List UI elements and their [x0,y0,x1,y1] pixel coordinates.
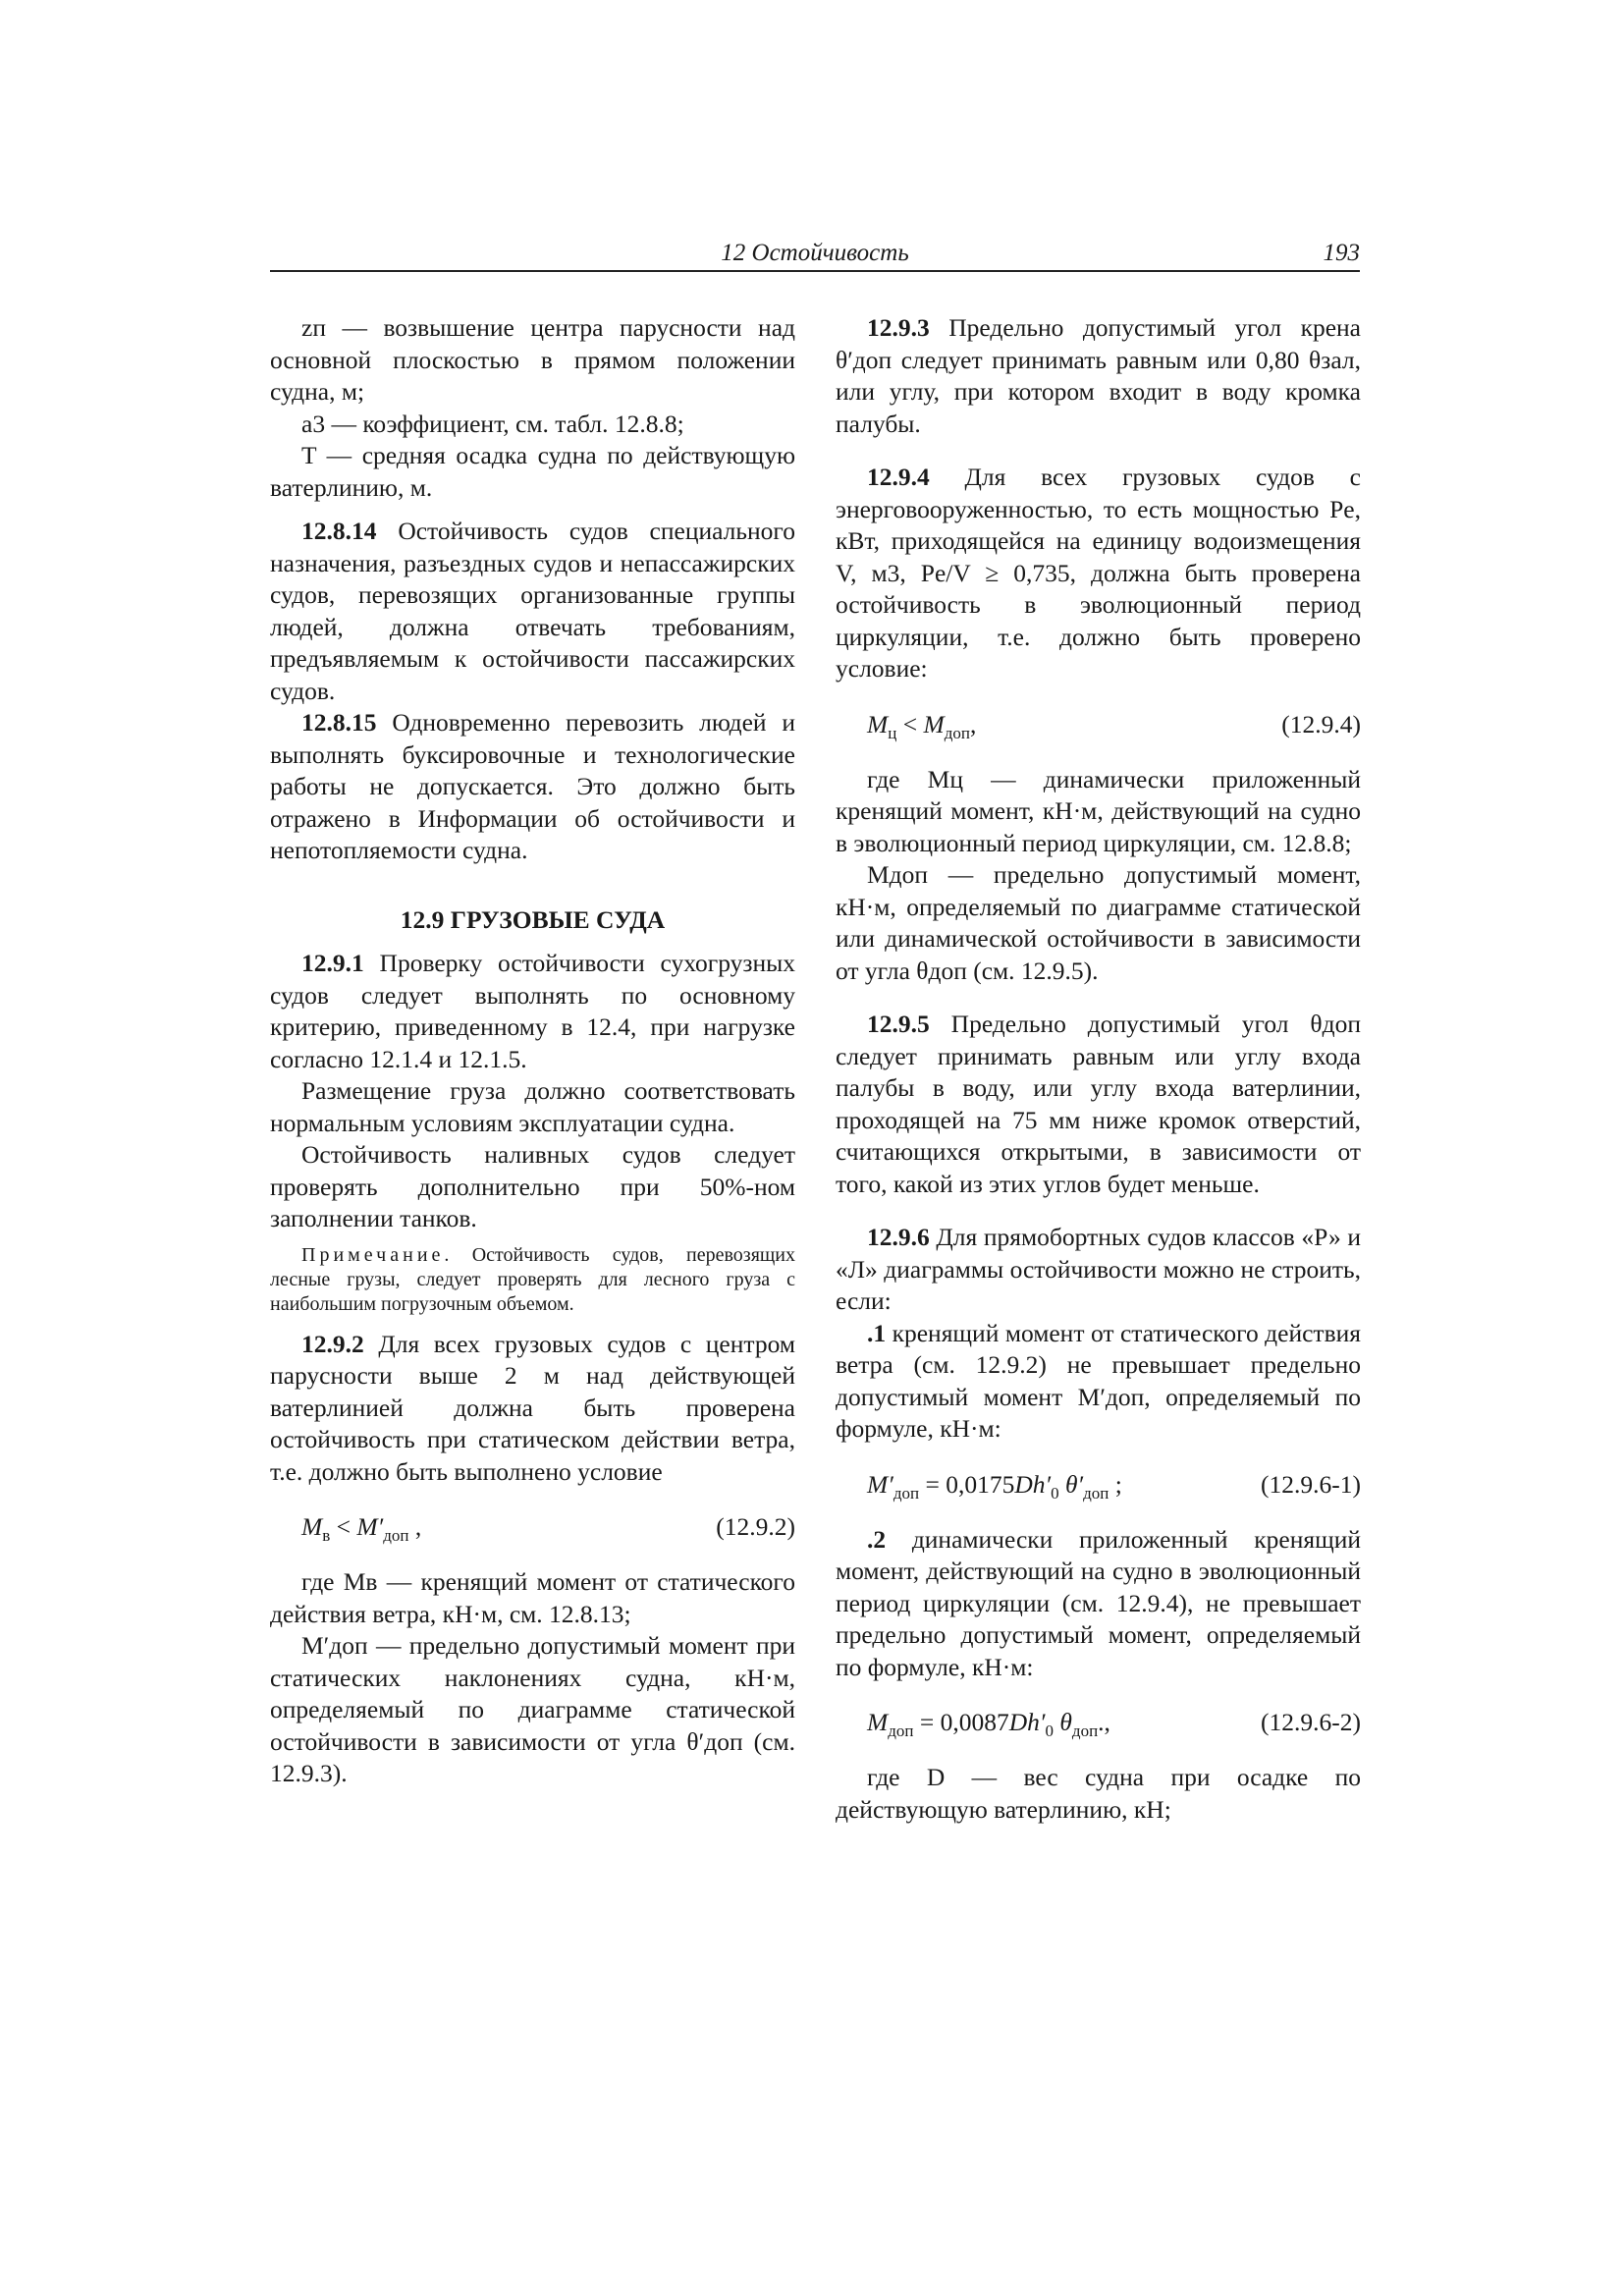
running-title: 12 Остойчивость [721,240,909,266]
formula-number: (12.9.4) [1281,709,1361,738]
clause-text: Предельно допустимый угол крена θ′доп следует принимать равным или 0,80 θзал, или углу, при котором входит в воду кромка палубы. [836,313,1361,438]
clause-12-9-5 [836,1009,1361,1200]
section-heading: 12.9 ГРУЗОВЫЕ СУДА [400,904,666,934]
clause-text: Для всех грузовых судов с энерговооруженностью, то есть мощностью Pe, кВт, приходящейся на единицу водоизмещения V, м3, Pe/V ≥ 0,735, должна быть проверена остойчивость в эволюционный период циркуляции, т.е. должно быть проверено условие: [836,463,1362,683]
formula-expression: $M_ц < M_{доп}$, [867,709,977,742]
clause-number: 12.9.1 [301,949,364,977]
clause-text: Предельно допустимый угол θдоп следует принимать равным или углу входа палубы в воду, или углу входа ватерлинии, проходящей на 75 мм ниже кромок отверстий, считающихся открытыми, в зависимости от того, какой из этих углов будет меньше. [836,1010,1361,1198]
formula-12-9-2 [270,1511,795,1545]
page-number: 193 [1323,240,1360,266]
formula-number: (12.9.6-2) [1261,1708,1361,1736]
definition-a3: a3 — коэффициент, см. табл. 12.8.8; [301,409,684,438]
definition-t: T — средняя осадка судна по действующую ватерлинию, м. [270,441,795,502]
subclause-number: .1 [867,1318,887,1347]
clause-number: 12.9.2 [301,1329,364,1358]
formula-expression: $M'_{доп} = 0,0175Dh'_0$ $\theta'_{доп}$ ; [867,1469,1122,1503]
definition-d: где D — вес судна при осадке по действующую ватерлинию, кН; [836,1763,1361,1824]
clause-number: 12.8.14 [301,517,377,545]
left-column [270,312,795,1790]
clause-text: Одновременно перевозить людей и выполнять буксировочные и технологические работы не допускается. Это должно быть отражено в Информации об остойчивости и непотопляемости судна. [270,708,796,864]
clause-number: 12.8.15 [301,708,377,737]
subclause-text: кренящий момент от статического действия ветра (см. 12.9.2) не превышает предельно допустимый момент M′доп, определяемый по формуле, кН·м: [836,1318,1361,1443]
clause-number: 12.9.5 [867,1010,930,1038]
subclause-number: .2 [867,1524,887,1554]
definition-mc: где Mц — динамически приложенный кренящий момент, кН·м, действующий на судно в эволюционный период циркуляции, см. 12.8.8; [836,764,1361,857]
paragraph-tankers: Остойчивость наливных судов следует проверять дополнительно при 50%-ном заполнении танков. [270,1140,795,1232]
formula-number: (12.9.2) [716,1512,795,1541]
definition-m-dop-prime: M′доп — предельно допустимый момент при статических наклонениях судна, кН·м, определяемый по диаграмме статической остойчивости в зависимости от угла θ′доп (см. 12.9.3). [270,1631,795,1787]
formula-number: (12.9.6-1) [1261,1469,1361,1499]
right-column [836,312,1361,1826]
note [270,1243,795,1317]
formula-expression: $M_{доп} = 0,0087Dh'_0$ $\theta_{доп}$., [867,1708,1110,1740]
note-text: . Остойчивость судов, перевозящих лесные грузы, следует проверять для лесного груза с наибольшим погрузочным объемом. [270,1243,795,1315]
clause-text: Для прямобортных судов классов «Р» и «Л» диаграммы остойчивости можно не строить, если: [836,1223,1362,1315]
clause-number: 12.9.4 [867,463,930,491]
definition-mv: где Mв — кренящий момент от статического действия ветра, кН·м, см. 12.8.13; [270,1567,795,1628]
subclause-2 [836,1524,1361,1684]
clause-number: 12.9.6 [867,1223,930,1251]
paragraph-cargo-placement: Размещение груза должно соответствовать нормальным условиям эксплуатации судна. [270,1076,795,1137]
formula-12-9-6-1 [836,1469,1361,1503]
definition-m-dop: Mдоп — предельно допустимый момент, кН·м, определяемый по диаграмме статической или динамической остойчивости в зависимости от угла θдоп (см. 12.9.5). [836,860,1361,985]
clause-text: Проверку остойчивости сухогрузных судов следует выполнять по основному критерию, приведенному в 12.4, при нагрузке согласно 12.1.4 и 12.1.5. [270,949,795,1073]
clause-12-9-6 [836,1222,1361,1318]
page-header [270,241,1360,272]
clause-12-9-3 [836,312,1361,440]
clause-text: Для всех грузовых судов с центром парусности выше 2 м над действующей ватерлинией должна быть проверена остойчивость при статическом действии ветра, т.е. должно быть выполнено условие [270,1329,796,1486]
subclause-1 [836,1318,1361,1446]
subclause-text: динамически приложенный кренящий момент, действующий на судно в эволюционный период циркуляции (см. 12.9.4), не превышает предельно допустимый момент, определяемый по формуле, кН·м: [836,1524,1361,1681]
clause-12-9-1 [270,948,795,1075]
formula-expression: $M_в < M'_{доп}$ , [301,1512,422,1545]
clause-12-8-15 [270,707,795,867]
definition-zp: zп — возвышение центра парусности над основной плоскостью в прямом положении судна, м; [270,313,795,406]
clause-12-9-4 [836,462,1361,685]
clause-12-8-14 [270,516,795,707]
clause-text: Остойчивость судов специального назначения, разъездных судов и непассажирских судов, перевозящих организованные группы людей, должна отвечать требованиям, предъявляемым к остойчивости пассажирских судов. [270,517,796,705]
note-label: Примечание [301,1243,445,1266]
clause-12-9-2 [270,1329,795,1489]
formula-12-9-4 [836,709,1361,742]
formula-12-9-6-2 [836,1707,1361,1740]
clause-number: 12.9.3 [867,313,930,342]
